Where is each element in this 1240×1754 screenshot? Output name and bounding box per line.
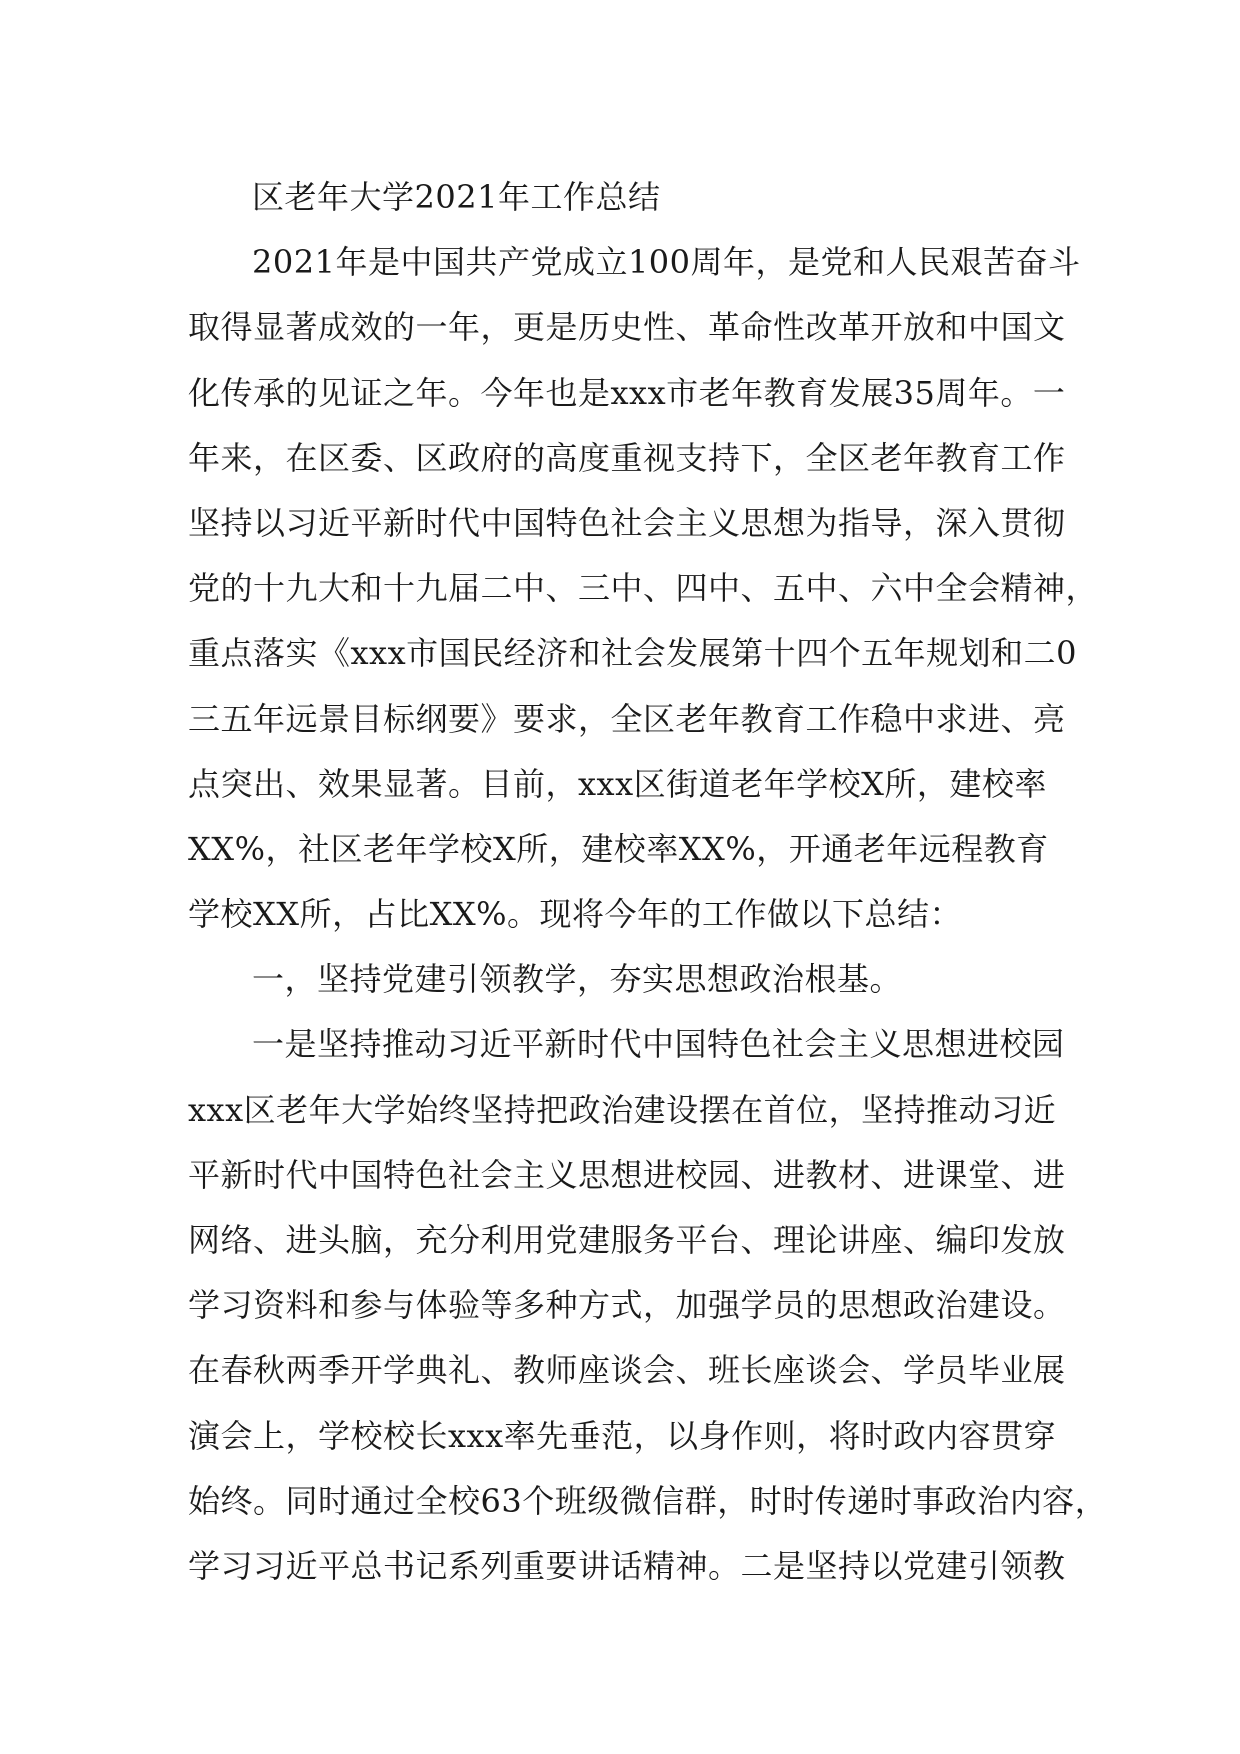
paragraph-line: 始终。同时通过全校63个班级微信群，时时传递时事政治内容， [188,1481,1108,1520]
paragraph-line: 化传承的见证之年。今年也是xxx市老年教育发展35周年。一 [188,373,1066,412]
paragraph-line: 学校XX所，占比XX%。现将今年的工作做以下总结： [188,895,963,934]
paragraph-line: 一是坚持推动习近平新时代中国特色社会主义思想进校园 [252,1025,1065,1064]
paragraph-line: 学习资料和参与体验等多种方式，加强学员的思想政治建设。 [188,1286,1066,1325]
paragraph-line: 平新时代中国特色社会主义思想进校园、进教材、进课堂、进 [188,1155,1066,1194]
paragraph-line: 党的十九大和十九届二中、三中、四中、五中、六中全会精神， [188,569,1099,608]
paragraph-line: 网络、进头脑，充分利用党建服务平台、理论讲座、编印发放 [188,1221,1066,1259]
paragraph-line: 坚持以习近平新时代中国特色社会主义思想为指导，深入贯彻 [188,503,1066,542]
paragraph-line: xxx区老年大学始终坚持把政治建设摆在首位，坚持推动习近 [188,1090,1057,1129]
document-body [188,165,1108,1599]
paragraph-line: 点突出、效果显著。目前，xxx区街道老年学校X所，建校率 [188,764,1047,803]
document-title: 区老年大学2021年工作总结 [252,178,661,216]
paragraph-line: 学习习近平总书记系列重要讲话精神。二是坚持以党建引领教 [188,1546,1066,1585]
paragraph-line: 在春秋两季开学典礼、教师座谈会、班长座谈会、学员毕业展 [188,1351,1066,1390]
paragraph-line: 重点落实《xxx市国民经济和社会发展第十四个五年规划和二0 [188,634,1078,673]
paragraph-line: XX%，社区老年学校X所，建校率XX%，开通老年远程教育 [188,829,1049,868]
paragraph-line: 三五年远景目标纲要》要求，全区老年教育工作稳中求进、亮 [188,699,1066,738]
paragraph-line: 演会上，学校校长xxx率先垂范，以身作则，将时政内容贯穿 [188,1416,1057,1455]
paragraph-line: 2021年是中国共产党成立100周年，是党和人民艰苦奋斗 [252,243,1081,282]
paragraph-line: 年来，在区委、区政府的高度重视支持下，全区老年教育工作 [188,438,1066,477]
paragraph-line: 取得显著成效的一年，更是历史性、革命性改革开放和中国文 [188,308,1066,347]
section-heading: 一，坚持党建引领教学，夯实思想政治根基。 [252,960,903,999]
